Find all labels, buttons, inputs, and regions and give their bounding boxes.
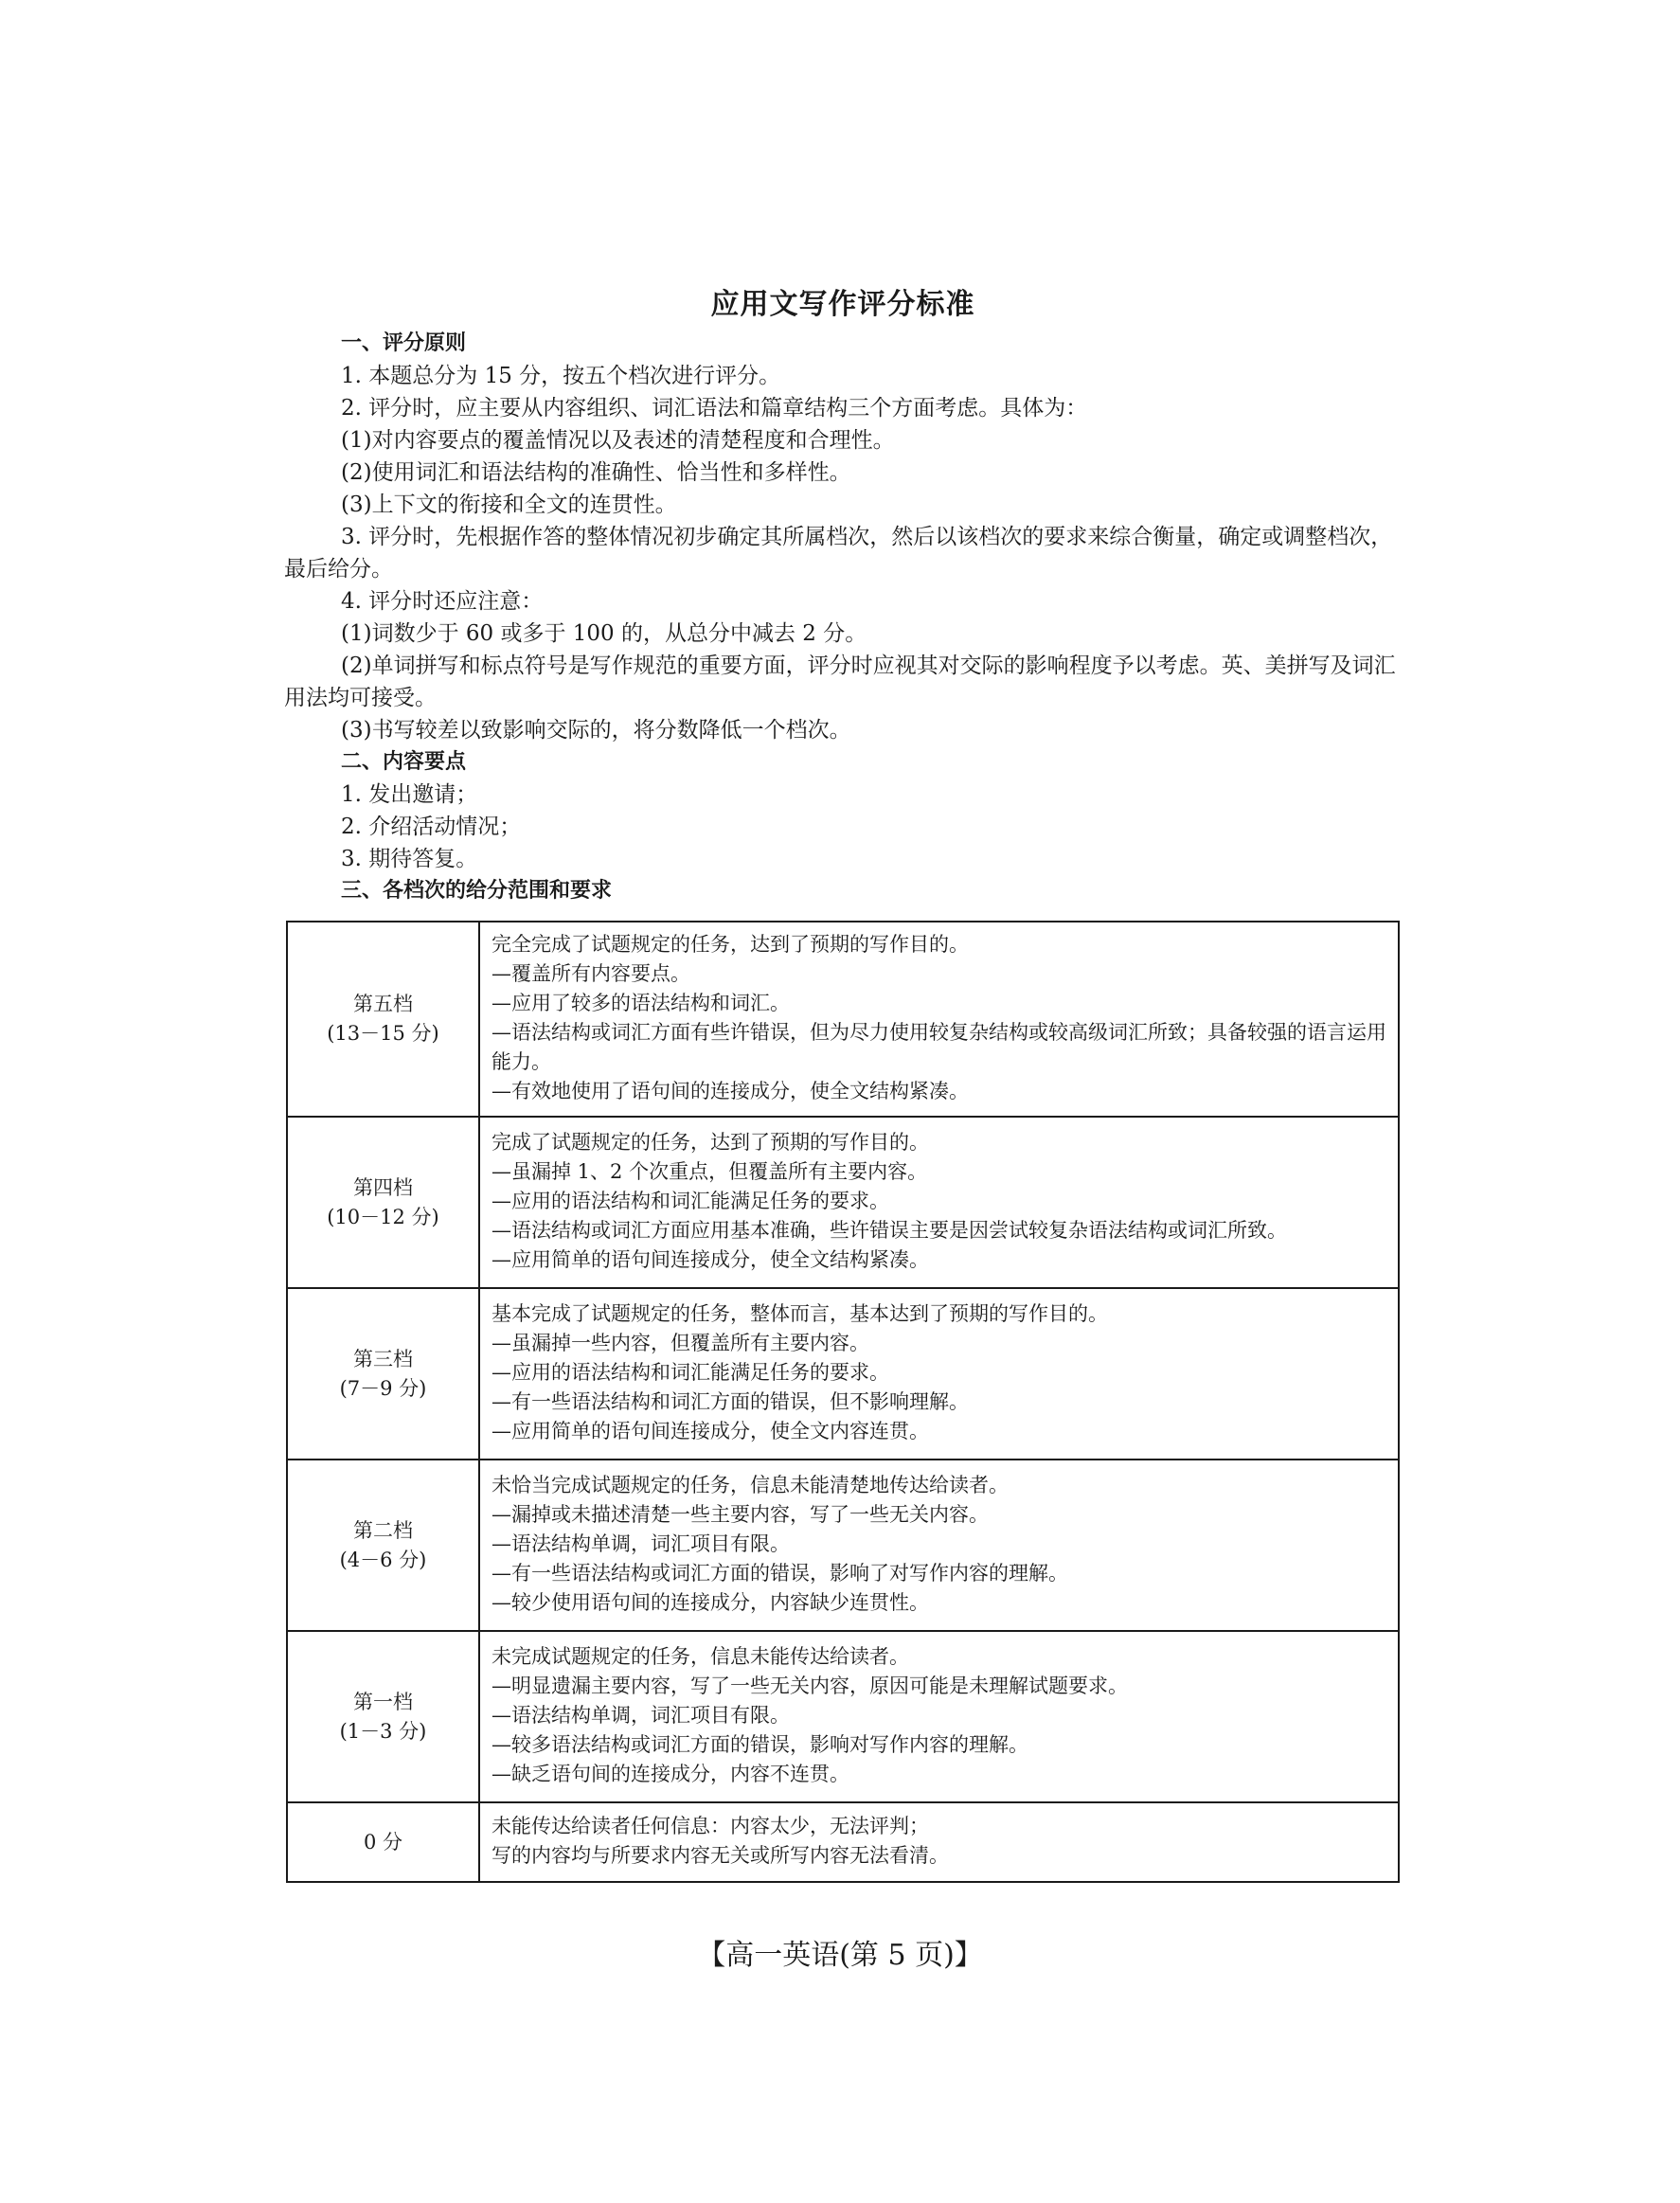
band-line: —应用简单的语句间连接成分，使全文内容连贯。 — [491, 1420, 929, 1442]
band-line: —应用了较多的语法结构和词汇。 — [491, 992, 790, 1014]
principle-2-item: (1)对内容要点的覆盖情况以及表述的清楚程度和合理性。 — [341, 428, 895, 453]
table-row — [287, 1802, 1399, 1882]
band-description-cell — [479, 1460, 1399, 1631]
band-label-cell — [287, 1460, 479, 1631]
band-name: 第四档 — [353, 1175, 413, 1199]
table-row — [287, 922, 1399, 1117]
band-line: —虽漏掉 1、2 个次重点，但覆盖所有主要内容。 — [491, 1160, 928, 1183]
band-line: 写的内容均与所要求内容无关或所写内容无法看清。 — [491, 1844, 949, 1867]
band-range: (7－9 分) — [339, 1376, 427, 1400]
band-description-cell — [479, 1288, 1399, 1460]
band-name: 第三档 — [353, 1347, 413, 1370]
band-range: (1－3 分) — [339, 1719, 427, 1743]
band-line: —语法结构单调，词汇项目有限。 — [491, 1704, 790, 1727]
band-line: —应用简单的语句间连接成分，使全文结构紧凑。 — [491, 1248, 929, 1271]
band-line: —有一些语法结构或词汇方面的错误，影响了对写作内容的理解。 — [491, 1562, 1068, 1585]
band-line: 完成了试题规定的任务，达到了预期的写作目的。 — [491, 1131, 929, 1154]
band-line: 未恰当完成试题规定的任务，信息未能清楚地传达给读者。 — [491, 1474, 1009, 1496]
table-row — [287, 1288, 1399, 1460]
band-line: —有效地使用了语句间的连接成分，使全文结构紧凑。 — [491, 1080, 969, 1102]
principle-4-item: (2)单词拼写和标点符号是写作规范的重要方面，评分时应视其对交际的影响程度予以考虑。英、美拼写及词汇用法均可接受。 — [284, 654, 1396, 710]
band-line: —应用的语法结构和词汇能满足任务的要求。 — [491, 1361, 889, 1384]
band-range: (13－15 分) — [327, 1022, 439, 1045]
band-line: —语法结构或词汇方面有些许错误，但为尽力使用较复杂结构或较高级词汇所致；具备较强的语言运用能力。 — [491, 1021, 1386, 1073]
principle-2-item: (2)使用词汇和语法结构的准确性、恰当性和多样性。 — [341, 460, 851, 485]
principle-4-item: (1)词数少于 60 或多于 100 的，从总分中减去 2 分。 — [341, 621, 867, 646]
band-line: 完全完成了试题规定的任务，达到了预期的写作目的。 — [491, 933, 969, 956]
content-point: 3. 期待答复。 — [341, 847, 478, 871]
band-label-cell — [287, 1288, 479, 1460]
band-label-cell — [287, 1631, 479, 1802]
band-name: 0 分 — [363, 1830, 403, 1854]
scoring-bands-table — [286, 921, 1400, 1883]
section-heading-bands: 三、各档次的给分范围和要求 — [341, 879, 613, 903]
band-range: (10－12 分) — [327, 1205, 439, 1228]
table-row — [287, 1117, 1399, 1288]
table-row — [287, 1631, 1399, 1802]
principle-3: 3. 评分时，先根据作答的整体情况初步确定其所属档次，然后以该档次的要求来综合衡量，确定或调整档次，最后给分。 — [284, 525, 1393, 582]
content-point: 2. 介绍活动情况； — [341, 815, 522, 839]
principle-4-item: (3)书写较差以致影响交际的，将分数降低一个档次。 — [341, 718, 851, 743]
section-heading-principles: 一、评分原则 — [341, 331, 467, 355]
band-line: —应用的语法结构和词汇能满足任务的要求。 — [491, 1190, 889, 1212]
section-heading-content-points: 二、内容要点 — [341, 750, 467, 774]
page-footer: 【高一英语(第 5 页)】 — [697, 1939, 983, 1972]
band-line: —虽漏掉一些内容，但覆盖所有主要内容。 — [491, 1332, 869, 1354]
band-description-cell — [479, 1117, 1399, 1288]
page-title: 应用文写作评分标准 — [710, 288, 975, 321]
principle-2: 2. 评分时，应主要从内容组织、词汇语法和篇章结构三个方面考虑。具体为： — [341, 396, 1088, 421]
band-line: —漏掉或未描述清楚一些主要内容，写了一些无关内容。 — [491, 1503, 989, 1526]
band-name: 第二档 — [353, 1518, 413, 1542]
band-description-cell — [479, 1631, 1399, 1802]
band-line: —缺乏语句间的连接成分，内容不连贯。 — [491, 1763, 849, 1785]
band-line: —明显遗漏主要内容，写了一些无关内容，原因可能是未理解试题要求。 — [491, 1675, 1128, 1697]
band-line: 基本完成了试题规定的任务，整体而言，基本达到了预期的写作目的。 — [491, 1302, 1108, 1325]
band-line: —有一些语法结构和词汇方面的错误，但不影响理解。 — [491, 1390, 969, 1413]
principle-1: 1. 本题总分为 15 分，按五个档次进行评分。 — [341, 364, 781, 388]
band-line: —较少使用语句间的连接成分，内容缺少连贯性。 — [491, 1591, 929, 1614]
band-label-cell — [287, 1117, 479, 1288]
principle-2-item: (3)上下文的衔接和全文的连贯性。 — [341, 493, 677, 517]
band-name: 第一档 — [353, 1690, 413, 1713]
band-line: —较多语法结构或词汇方面的错误，影响对写作内容的理解。 — [491, 1733, 1028, 1756]
band-label-cell — [287, 1802, 479, 1882]
band-label-cell — [287, 922, 479, 1117]
principle-4: 4. 评分时还应注意： — [341, 589, 544, 614]
band-line: —覆盖所有内容要点。 — [491, 962, 690, 985]
content-point: 1. 发出邀请； — [341, 782, 478, 807]
band-name: 第五档 — [353, 993, 413, 1015]
band-line: —语法结构或词汇方面应用基本准确，些许错误主要是因尝试较复杂语法结构或词汇所致。 — [491, 1219, 1287, 1242]
band-description-cell — [479, 1802, 1399, 1882]
band-line: 未能传达给读者任何信息：内容太少，无法评判； — [491, 1815, 929, 1837]
band-line: 未完成试题规定的任务，信息未能传达给读者。 — [491, 1645, 909, 1668]
band-line: —语法结构单调，词汇项目有限。 — [491, 1532, 790, 1555]
band-range: (4－6 分) — [339, 1548, 427, 1571]
band-description-cell — [479, 922, 1399, 1117]
document-body — [284, 284, 1402, 907]
table-row — [287, 1460, 1399, 1631]
